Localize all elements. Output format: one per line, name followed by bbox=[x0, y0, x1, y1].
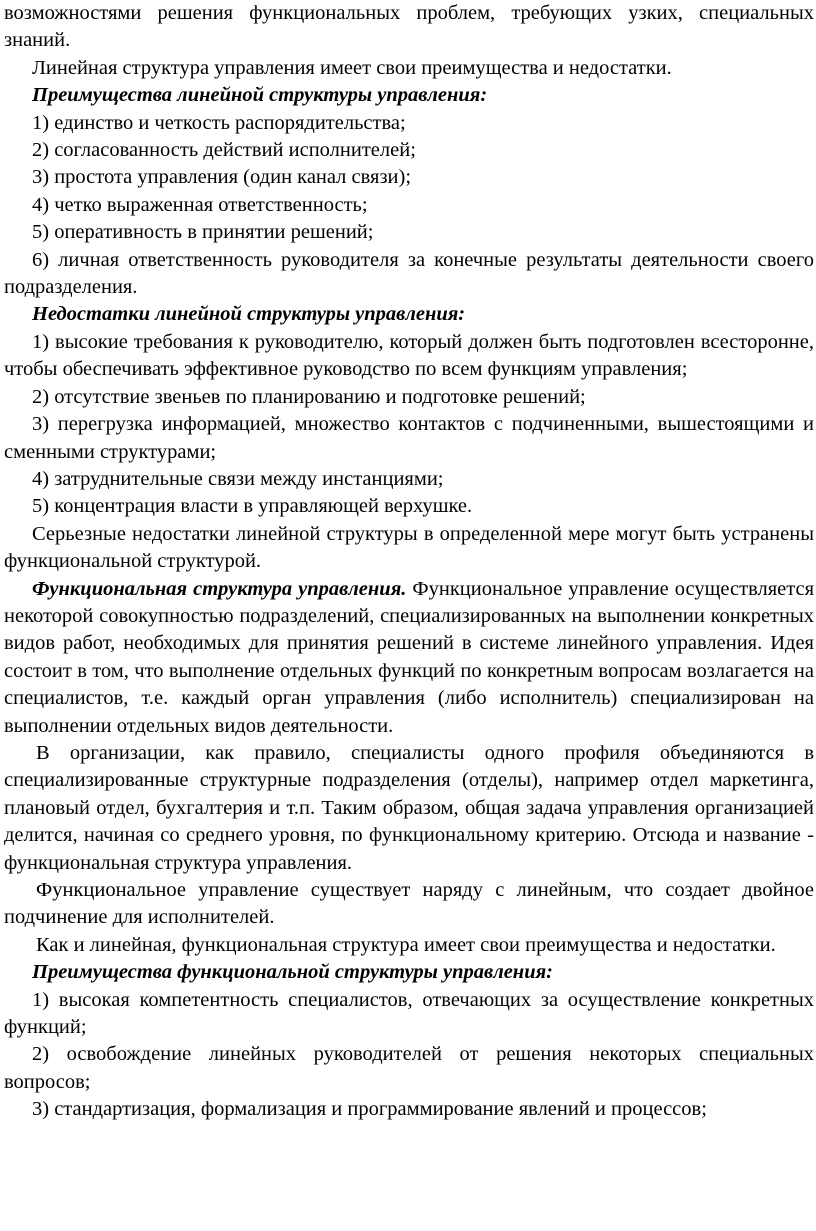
paragraph-specialists: В организации, как правило, специалисты одного профиля объединяются в специализированные структурные подразделения (отделы), например отдел маркетинга, плановый отдел, бухгалтерия и т.п. Таким образом, общая задача управления организацией делится, начиная со среднего уровня, по функциональному критерию. Отсюда и название - функциональная структура управления. bbox=[4, 741, 814, 874]
heading-functional-advantages: Преимущества функциональной структуры управления: bbox=[32, 961, 553, 984]
paragraph-dual-subordination: Функциональное управление существует наряду с линейным, что создает двойное подчинение для исполнителей. bbox=[4, 879, 814, 929]
list-item: 2) согласованность действий исполнителей; bbox=[32, 139, 416, 162]
functional-structure-text: Функциональное управление осуществляется некоторой совокупностью подразделений, специализированных на выполнении конкретных видов работ, необходимых для принятия решений в системе линейного управления. Идея состоит в том, что выполнение отдельных функций по конкретным вопросам возлагается на специалистов, т.е. каждый орган управления (либо исполнитель) специализирован на выполнении отдельных видов деятельности. bbox=[4, 577, 814, 737]
list-item: 2) отсутствие звеньев по планированию и подготовке решений; bbox=[32, 385, 586, 408]
list-item: 1) высокая компетентность специалистов, отвечающих за осуществление конкретных функций; bbox=[4, 988, 814, 1039]
list-item: 3) стандартизация, формализация и программирование явлений и процессов; bbox=[32, 1098, 707, 1121]
paragraph-functional-intro: Как и линейная, функциональная структура имеет свои преимущества и недостатки. bbox=[36, 933, 776, 956]
list-item: 1) высокие требования к руководителю, который должен быть подготовлен всесторонне, чтобы обеспечивать эффективное руководство по всем функциям управления; bbox=[4, 330, 814, 381]
list-item: 3) простота управления (один канал связи); bbox=[32, 166, 412, 189]
list-item: 5) оперативность в принятии решений; bbox=[32, 221, 374, 244]
heading-linear-advantages: Преимущества линейной структуры управления: bbox=[32, 84, 488, 107]
list-item: 1) единство и четкость распорядительства; bbox=[32, 111, 406, 134]
list-item: 6) личная ответственность руководителя за конечные результаты деятельности своего подразделения. bbox=[4, 248, 814, 299]
list-item: 4) затруднительные связи между инстанциями; bbox=[32, 467, 444, 490]
list-item: 2) освобождение линейных руководителей от решения некоторых специальных вопросов; bbox=[4, 1043, 814, 1093]
functional-structure-heading: Функциональная структура управления. bbox=[32, 577, 407, 600]
paragraph-functional-structure bbox=[4, 576, 814, 740]
paragraph-linear-summary: Серьезные недостатки линейной структуры в определенной мере могут быть устранены функциональной структурой. bbox=[4, 522, 814, 573]
document-page bbox=[4, 0, 814, 1124]
paragraph-continuation: возможностями решения функциональных проблем, требующих узких, специальных знаний. bbox=[4, 2, 814, 52]
list-item: 5) концентрация власти в управляющей верхушке. bbox=[32, 495, 473, 518]
paragraph-linear-intro: Линейная структура управления имеет свои преимущества и недостатки. bbox=[32, 56, 672, 79]
list-item: 3) перегрузка информацией, множество контактов с подчиненными, вышестоящими и сменными структурами; bbox=[4, 413, 814, 463]
heading-linear-disadvantages: Недостатки линейной структуры управления: bbox=[32, 303, 466, 326]
list-item: 4) четко выраженная ответственность; bbox=[32, 193, 368, 216]
